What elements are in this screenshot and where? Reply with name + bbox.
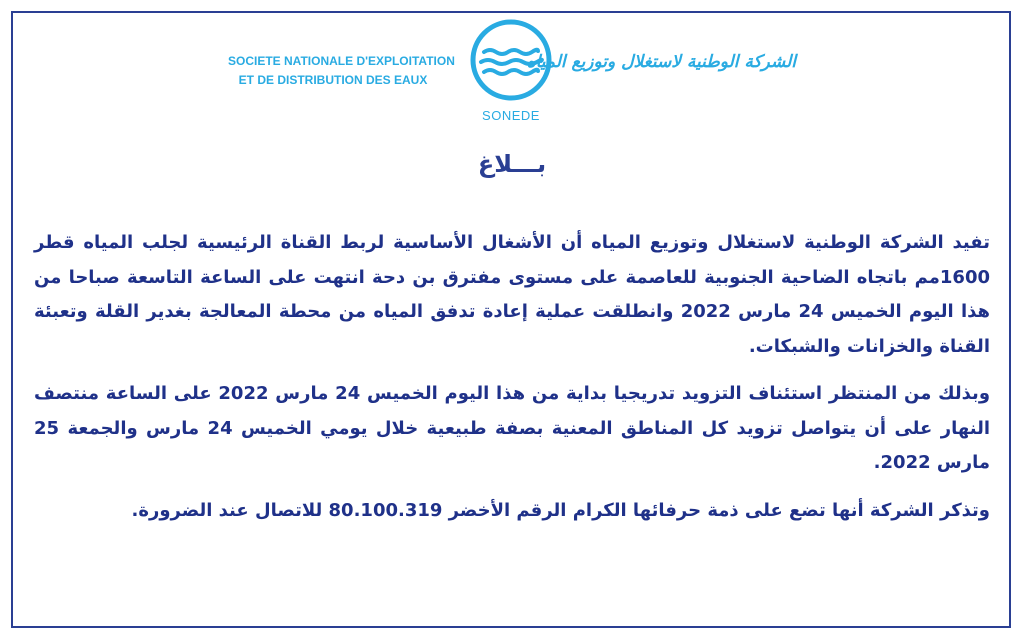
announcement-body [34, 226, 990, 528]
paragraph-3: وتذكر الشركة أنها تضع على ذمة حرفائها الكرام الرقم الأخضر 80.100.319 للاتصال عند الضرورة. [131, 499, 990, 521]
page-title: بـــلاغ [477, 150, 547, 178]
org-name-arabic: الشركة الوطنية لاستغلال وتوزيع المياه [526, 52, 796, 72]
paragraph-1: تفيد الشركة الوطنية لاستغلال وتوزيع المياه أن الأشغال الأساسية لربط القناة الرئيسية لجلب المياه قطر 1600مم باتجاه الضاحية الجنوبية للعاصمة على مستوى مفترق بن دحة انتهت على الساعة التاسعة صباحا من هذا اليوم الخميس 24 مارس 2022 وانطلقت عملية إعادة تدفق المياه من محطة المعالجة بغدير القلة وتعبئة القناة والخزانات والشبكات. [34, 232, 990, 357]
org-name-french [228, 52, 455, 90]
logo-wordmark: SONEDE [482, 108, 540, 123]
org-name-french-line2: ET DE DISTRIBUTION DES EAUX [238, 73, 428, 87]
org-name-french-line1: SOCIETE NATIONALE D'EXPLOITATION [228, 54, 455, 68]
paragraph-2: وبذلك من المنتظر استئناف التزويد تدريجيا بداية من هذا اليوم الخميس 24 مارس 2022 على الساعة منتصف النهار على أن يتواصل تزويد كل المناطق المعنية بصفة طبيعية خلال يومي الخميس 24 مارس والجمعة 25 مارس 2022. [34, 383, 991, 473]
